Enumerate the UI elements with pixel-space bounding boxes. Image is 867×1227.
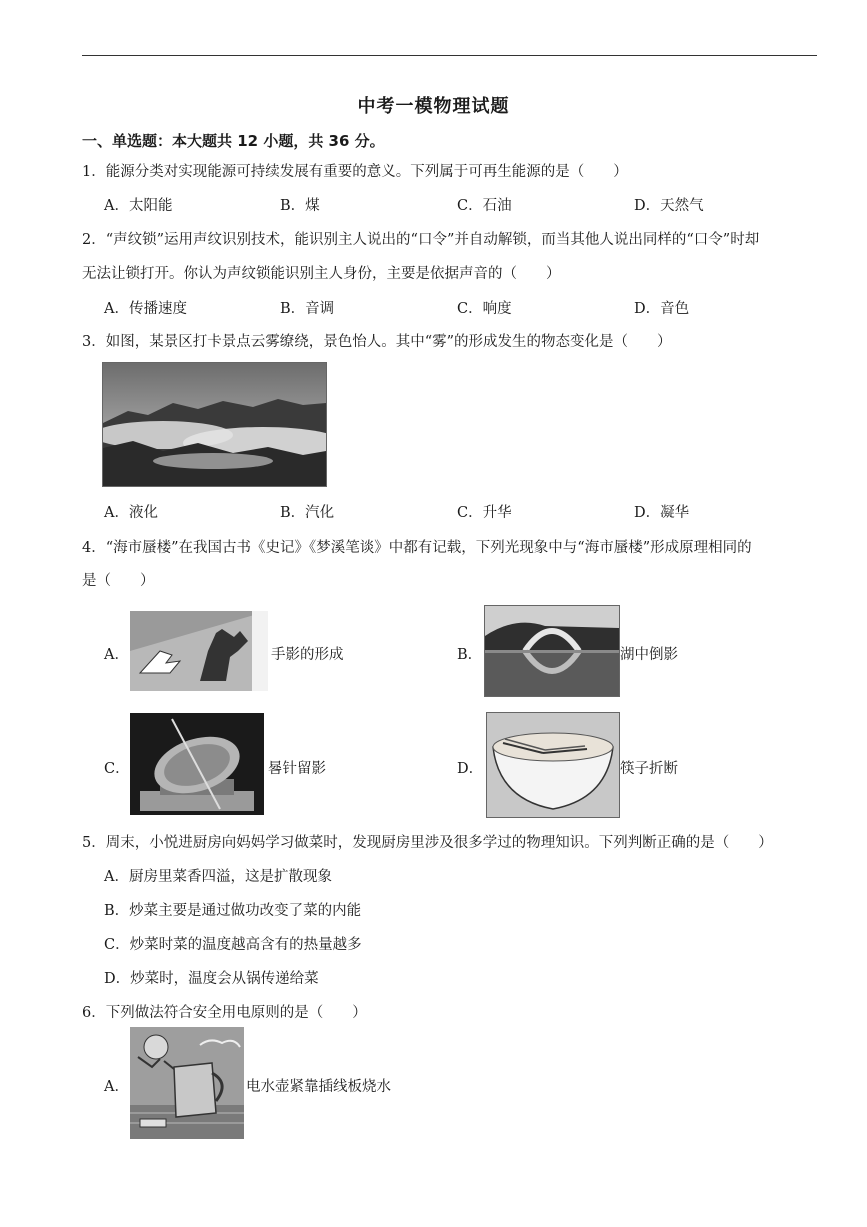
question-2-stem-line2: 无法让锁打开。你认为声纹锁能识别主人身份，主要是依据声音的（ ） (82, 266, 561, 282)
hand-shadow-image (130, 611, 268, 691)
q1-option-d: D．天然气 (634, 198, 704, 214)
lake-bridge-reflection-image (484, 605, 620, 697)
q4-option-c-letter: C． (104, 761, 130, 777)
q4-option-b-letter: B． (457, 647, 483, 663)
q5-option-b: B．炒菜主要是通过做功改变了菜的内能 (104, 903, 362, 919)
mountain-fog-photo (102, 362, 327, 487)
q2-option-c: C．响度 (457, 301, 512, 317)
q4-option-a-letter: A． (104, 647, 129, 663)
sundial-image (130, 713, 264, 815)
q3-option-a: A．液化 (104, 505, 158, 521)
q5-option-a: A．厨房里菜香四溢，这是扩散现象 (104, 869, 332, 885)
kettle-near-power-strip-image (130, 1027, 244, 1139)
q1-option-b: B．煤 (280, 198, 320, 214)
question-4-stem-line1: 4．“海市蜃楼”在我国古书《史记》《梦溪笔谈》中都有记载，下列光现象中与“海市蜃楼”形成原理相同的 (82, 540, 752, 556)
chopsticks-in-bowl-image (486, 712, 620, 818)
question-2-stem-line1: 2．“声纹锁”运用声纹识别技术，能识别主人说出的“口令”并自动解锁，而当其他人说出同样的“口令”时却 (82, 232, 760, 248)
q6-option-a-letter: A． (104, 1079, 129, 1095)
q4-option-c-caption: 晷针留影 (268, 761, 326, 777)
q4-option-b-caption: 湖中倒影 (620, 647, 678, 663)
question-4-stem-line2: 是（ ） (82, 573, 155, 589)
q5-option-d: D．炒菜时，温度会从锅传递给菜 (104, 971, 319, 987)
question-1-stem: 1．能源分类对实现能源可持续发展有重要的意义。下列属于可再生能源的是（ ） (82, 164, 628, 180)
q4-option-d-caption: 筷子折断 (620, 761, 678, 777)
q3-option-d: D．凝华 (634, 505, 690, 521)
q4-option-d-letter: D． (457, 761, 484, 777)
q2-option-a: A．传播速度 (104, 301, 187, 317)
question-5-stem: 5．周末，小悦进厨房向妈妈学习做菜时，发现厨房里涉及很多学过的物理知识。下列判断正确的是（ ） (82, 835, 773, 851)
q6-option-a-caption: 电水壶紧靠插线板烧水 (246, 1079, 391, 1095)
q4-option-a-caption: 手影的形成 (271, 647, 344, 663)
header-rule (82, 55, 817, 56)
q1-option-c: C．石油 (457, 198, 512, 214)
question-3-stem: 3．如图，某景区打卡景点云雾缭绕，景色怡人。其中“雾”的形成发生的物态变化是（ ） (82, 334, 672, 350)
question-6-stem: 6．下列做法符合安全用电原则的是（ ） (82, 1005, 367, 1021)
section-heading: 一、单选题：本大题共 12 小题，共 36 分。 (82, 132, 385, 150)
q5-option-c: C．炒菜时菜的温度越高含有的热量越多 (104, 937, 362, 953)
q2-option-d: D．音色 (634, 301, 690, 317)
q1-option-a: A．太阳能 (104, 198, 173, 214)
page-title: 中考一模物理试题 (357, 96, 510, 117)
q3-option-c: C．升华 (457, 505, 512, 521)
q3-option-b: B．汽化 (280, 505, 335, 521)
q2-option-b: B．音调 (280, 301, 335, 317)
